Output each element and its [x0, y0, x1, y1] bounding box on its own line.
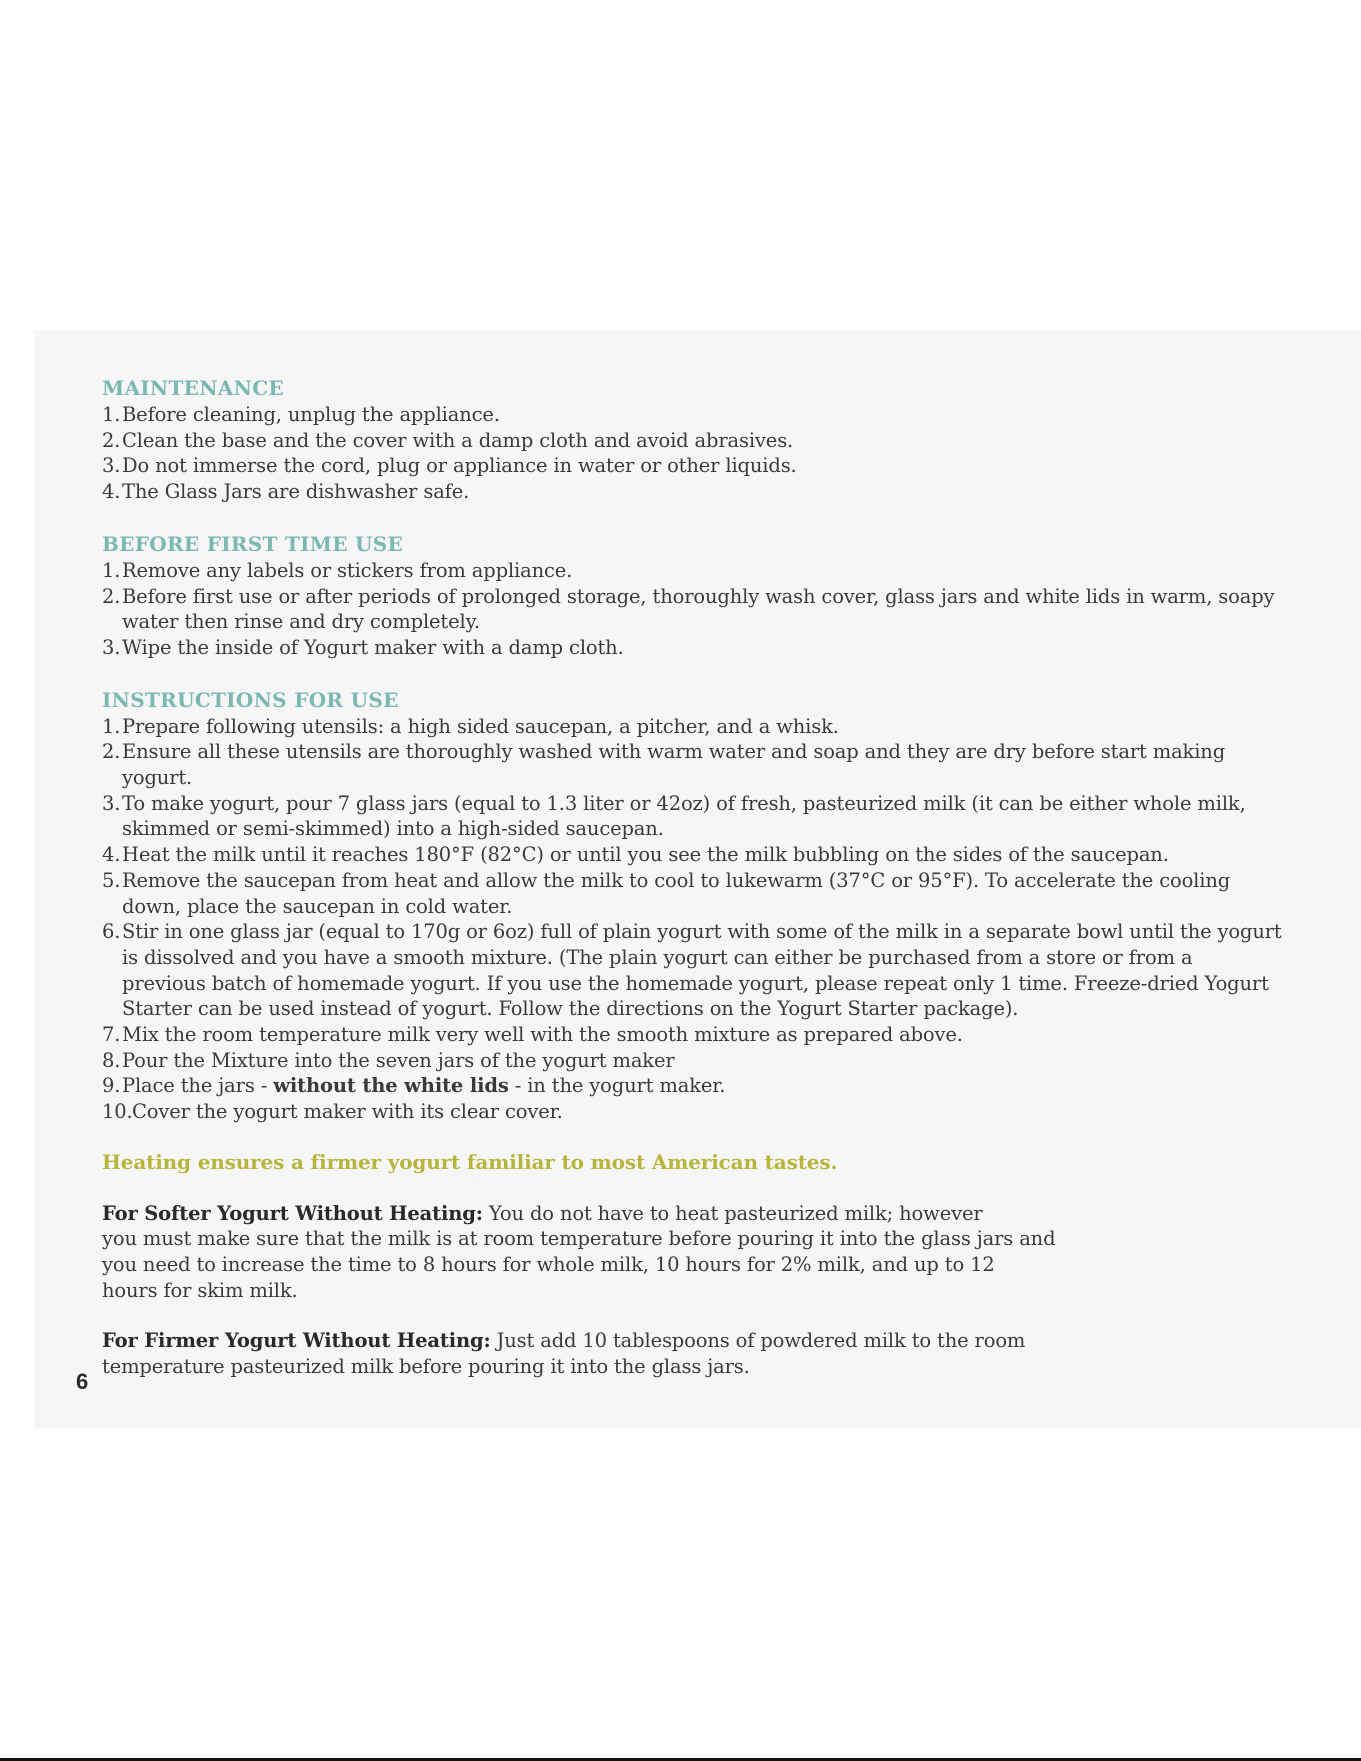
list-item: 1. Before cleaning, unplug the appliance.	[102, 403, 500, 426]
list-item: 1. Prepare following utensils: a high sided saucepan, a pitcher, and a whisk.	[102, 714, 839, 738]
list-item: 4. The Glass Jars are dishwasher safe.	[102, 480, 470, 504]
softer-yogurt-label: For Softer Yogurt Without Heating:	[102, 1201, 483, 1225]
instructions-heading: INSTRUCTIONS FOR USE	[102, 687, 399, 712]
manual-content	[102, 374, 1282, 1380]
list-item: 5. Remove the saucepan from heat and allow the milk to cool to lukewarm (37°C or 95°F). To accelerate the cooling down, place the saucepan in cold water.	[102, 868, 1231, 918]
heating-note: Heating ensures a firmer yogurt familiar to most American tastes.	[102, 1149, 838, 1174]
emphasis-text: without the white lids	[273, 1074, 509, 1098]
list-item: 2. Ensure all these utensils are thoroughly washed with warm water and soap and they are dry before start making yogurt.	[102, 740, 1226, 790]
maintenance-list	[102, 402, 1282, 505]
before-first-use-list	[102, 558, 1282, 661]
firmer-yogurt-label: For Firmer Yogurt Without Heating:	[102, 1329, 491, 1353]
list-item: 7. Mix the room temperature milk very well with the smooth mixture as prepared above.	[102, 1023, 963, 1047]
list-item: 3. Wipe the inside of Yogurt maker with a damp cloth.	[102, 635, 624, 659]
list-item: 8. Pour the Mixture into the seven jars of the yogurt maker	[102, 1048, 675, 1072]
list-item: 2. Before first use or after periods of prolonged storage, thoroughly wash cover, glass jars and white lids in warm, soapy water then rinse and dry completely.	[102, 584, 1275, 634]
list-item: 1. Remove any labels or stickers from appliance.	[102, 558, 573, 582]
list-item: 10. Cover the yogurt maker with its clear cover.	[102, 1100, 563, 1124]
instructions-list	[102, 714, 1282, 1125]
before-first-use-heading: BEFORE FIRST TIME USE	[102, 531, 404, 556]
page-number: 6	[76, 1369, 89, 1394]
softer-yogurt-paragraph: For Softer Yogurt Without Heating: You do not have to heat pasteurized milk; however you must make sure that the milk is at room temperature before pouring it into the glass jars and you need to increase the time to 8 hours for whole milk, 10 hours for 2% milk, and up to 12 hours for skim milk.	[102, 1201, 1056, 1302]
maintenance-heading: MAINTENANCE	[102, 376, 284, 400]
list-item: 9. Place the jars - without the white lids - in the yogurt maker.	[102, 1074, 726, 1098]
list-item: 6. Stir in one glass jar (equal to 170g or 6oz) full of plain yogurt with some of the milk in a separate bowl until the yogurt is dissolved and you have a smooth mixture. (The plain yogurt can either be purchased from a store or from a previous batch of homemade yogurt. If you use the homemade yogurt, please repeat only 1 time. Freeze-dried Yogurt Starter can be used instead of yogurt. Follow the directions on the Yogurt Starter package).	[102, 920, 1282, 1021]
list-item: 3. To make yogurt, pour 7 glass jars (equal to 1.3 liter or 42oz) of fresh, pasteurized milk (it can be either whole milk, skimmed or semi-skimmed) into a high-sided saucepan.	[102, 791, 1246, 841]
list-item: 2. Clean the base and the cover with a damp cloth and avoid abrasives.	[102, 428, 794, 452]
firmer-yogurt-paragraph: For Firmer Yogurt Without Heating: Just add 10 tablespoons of powdered milk to the room temperature pasteurized milk before pouring it into the glass jars.	[102, 1329, 1026, 1379]
list-item: 4. Heat the milk until it reaches 180°F (82°C) or until you see the milk bubbling on the sides of the saucepan.	[102, 843, 1169, 867]
list-item: 3. Do not immerse the cord, plug or appliance in water or other liquids.	[102, 454, 797, 478]
